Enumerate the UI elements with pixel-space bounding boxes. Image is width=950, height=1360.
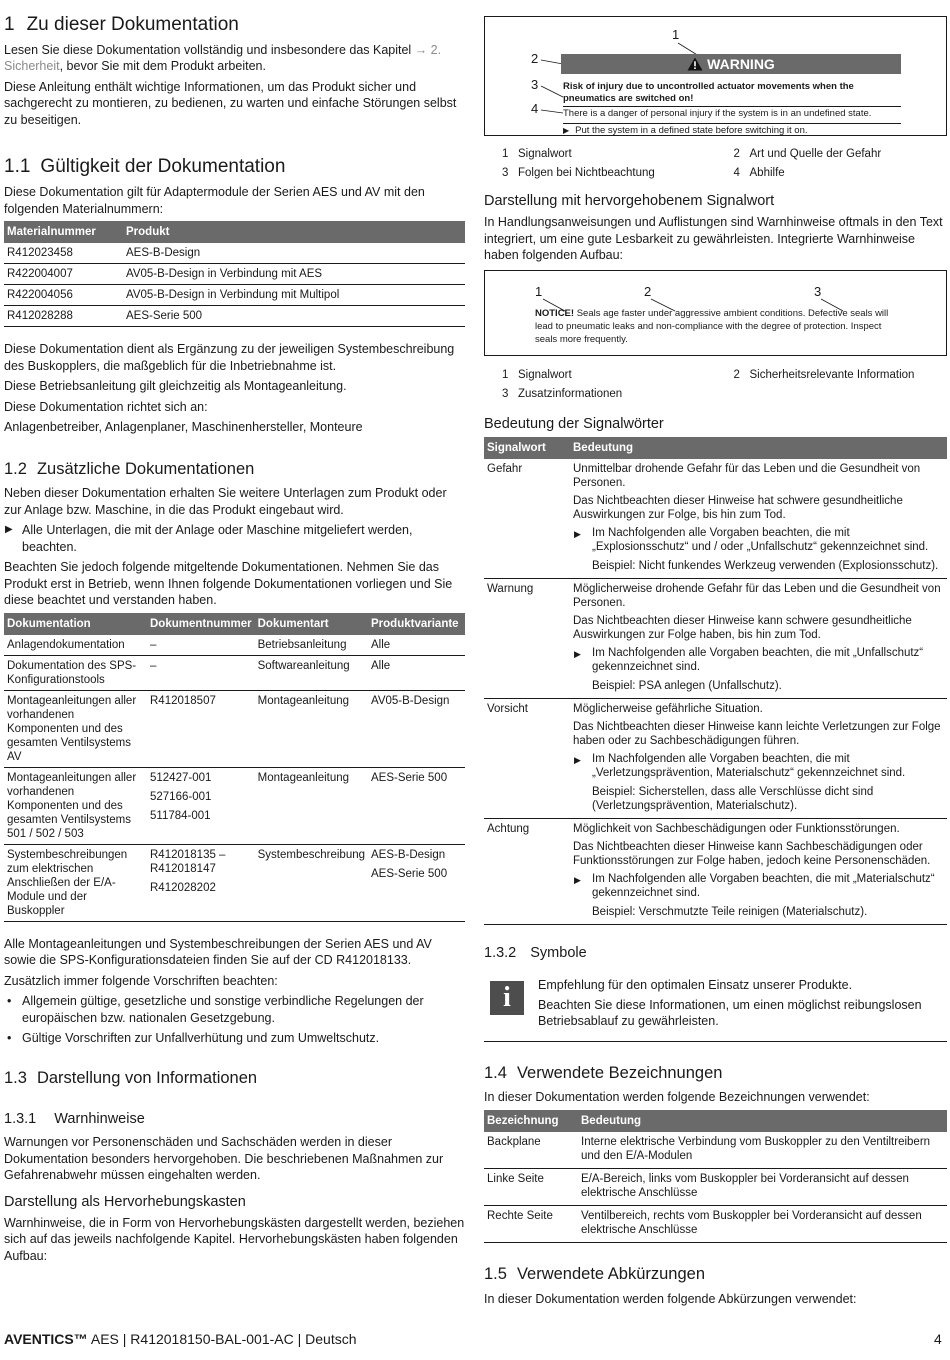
section-1-2-para-4: Zusätzlich immer folgende Vorschriften beachten: bbox=[4, 973, 278, 988]
document-number: R412018507 bbox=[150, 694, 216, 707]
legend-item: 1 Signalwort bbox=[502, 368, 572, 381]
table-cell: Betriebsanleitung bbox=[255, 635, 368, 656]
table-cell: R422004056 bbox=[4, 285, 123, 306]
table-cell bbox=[368, 655, 465, 690]
product-variant: AES-Serie 500 bbox=[371, 771, 448, 784]
signalword-cell: Vorsicht bbox=[484, 699, 570, 819]
signalword-table bbox=[484, 437, 947, 925]
list-item: • Allgemein gültige, gesetzliche und sonstige verbindliche Regelungen der europäischen bzw. nationalen Gesetzgebung. bbox=[7, 994, 424, 1025]
symbol-para-2: Beachten Sie diese Informationen, um einen möglichst reibungslosen Betriebsablauf zu gewährleisten. bbox=[538, 997, 922, 1029]
signalword-cell: Gefahr bbox=[484, 459, 570, 579]
table-cell: Rechte Seite bbox=[484, 1205, 578, 1242]
table-cell bbox=[368, 635, 465, 656]
table-row bbox=[484, 1205, 947, 1242]
legend-item: 2 Art und Quelle der Gefahr bbox=[733, 148, 882, 160]
warning-header-bar: WARNING bbox=[561, 54, 901, 74]
section-1-1-para-3: Diese Dokumentation richtet sich an: bbox=[4, 399, 208, 414]
notice-text: NOTICE! Seals age faster under aggressive ambient conditions. Defective seals will lead to pneumatic leaks and non-compliance with the degree of protection. Inspect seals more frequently. bbox=[535, 307, 889, 345]
warning-legend bbox=[484, 145, 947, 183]
section-1-heading: 1 Zu dieser Dokumentation bbox=[4, 14, 239, 35]
table-header: Bedeutung bbox=[578, 1110, 947, 1132]
meaning-cell bbox=[570, 819, 947, 925]
table-header: Signalwort bbox=[484, 437, 570, 459]
document-number: 512427-001 bbox=[150, 771, 212, 784]
instruction-text: Im Nachfolgenden alle Vorgaben beachten, die mit „Unfallschutz“ gekennzeichnet sind. bbox=[592, 647, 924, 674]
section-1-3-2-heading: 1.3.2 Symbole bbox=[484, 945, 587, 962]
callout-1: 1 bbox=[672, 27, 680, 42]
triangle-bullet-icon: ▶ bbox=[574, 529, 581, 540]
section-1-2-para-2: Beachten Sie jedoch folgende mitgeltende Dokumentationen. Nehmen Sie das Produkt erst in Betrieb, wenn Ihnen folgende Dokumentationen vorliegen und Sie diese beachtet und verstanden haben. bbox=[4, 560, 453, 608]
table-header: Produkt bbox=[123, 221, 465, 243]
table-cell bbox=[147, 690, 255, 767]
subheading-highlight-box: Darstellung als Hervorhebungskasten bbox=[4, 1193, 246, 1210]
table-row bbox=[484, 459, 947, 579]
legend-item: 2 Sicherheitsrelevante Information bbox=[733, 368, 915, 381]
table-row bbox=[484, 699, 947, 819]
section-1-3-1-para-2: Warnhinweise, die in Form von Hervorhebungskästen dargestellt werden, beziehen sich auf das jeweils nachfolgende Kapitel. Hervorhebungskästen haben folgenden Aufbau: bbox=[4, 1215, 465, 1263]
table-cell bbox=[368, 844, 465, 921]
section-1-3-heading: 1.3 Darstellung von Informationen bbox=[4, 1068, 258, 1087]
symbol-info-box bbox=[484, 969, 947, 1042]
meaning-text: Möglicherweise drohende Gefahr für das Leben und die Gesundheit von Personen. bbox=[573, 583, 941, 610]
triangle-bullet-icon: ▶ bbox=[574, 875, 581, 886]
instruction-text: Im Nachfolgenden alle Vorgaben beachten, die mit „Explosionsschutz“ und / oder „Unfallschutz“ gekennzeichnet sind. bbox=[592, 527, 929, 554]
instruction-text: Im Nachfolgenden alle Vorgaben beachten, die mit „Verletzungsprävention, Materialschutz“ gekennzeichnet sind. bbox=[592, 753, 906, 780]
table-row bbox=[4, 306, 465, 327]
callout-3: 3 bbox=[531, 77, 539, 92]
table-cell: Softwareanleitung bbox=[255, 655, 368, 690]
symbol-para-1: Empfehlung für den optimalen Einsatz unserer Produkte. bbox=[538, 977, 853, 992]
table-header: Bezeichnung bbox=[484, 1110, 578, 1132]
callout-2: 2 bbox=[531, 51, 539, 66]
section-1-1-para-4: Anlagenbetreiber, Anlagenplaner, Maschinenhersteller, Monteure bbox=[4, 420, 363, 435]
table-cell: Montageanleitung bbox=[255, 767, 368, 844]
warning-line-3: ▶ Put the system in a defined state before switching it on. bbox=[563, 123, 901, 137]
table-header: Materialnummer bbox=[4, 221, 123, 243]
meaning-text: Möglicherweise gefährliche Situation. bbox=[573, 703, 763, 716]
triangle-bullet-icon: ▶ bbox=[574, 649, 581, 660]
table-row bbox=[4, 635, 465, 656]
table-cell: AES-Serie 500 bbox=[123, 306, 465, 327]
document-number: R412028202 bbox=[150, 881, 216, 894]
table-cell: E/A-Bereich, links vom Buskoppler bei Vorderansicht auf dessen elektrische Anschlüsse bbox=[578, 1168, 947, 1205]
list-item bbox=[573, 872, 944, 919]
list-item: • Gültige Vorschriften zur Unfallverhütung und zum Umweltschutz. bbox=[7, 1031, 380, 1046]
table-header: Bedeutung bbox=[570, 437, 947, 459]
section-1-2-para-1: Neben dieser Dokumentation erhalten Sie weitere Unterlagen zum Produkt oder zur Anlage bzw. Maschine, in die das Produkt eingebaut wird. bbox=[4, 486, 447, 517]
table-cell: Systembeschreibung bbox=[255, 844, 368, 921]
meaning-text: Unmittelbar drohende Gefahr für das Leben und die Gesundheit von Personen. bbox=[573, 463, 921, 490]
triangle-bullet-icon: ▶ bbox=[563, 126, 570, 135]
section-1-2-para-3: Alle Montageanleitungen und Systembeschreibungen der Serien AES und AV sowie die SPS-Konfigurationsdateien finden Sie auf der CD R412018133. bbox=[4, 936, 432, 968]
table-cell: Anlagendokumentation bbox=[4, 635, 147, 656]
legend-item: 1 Signalwort bbox=[502, 148, 572, 160]
callout-3: 3 bbox=[814, 283, 822, 299]
callout-4: 4 bbox=[531, 101, 539, 116]
table-cell: R412028288 bbox=[4, 306, 123, 327]
subheading-signalword-meaning: Bedeutung der Signalwörter bbox=[484, 415, 664, 432]
example-text: Beispiel: PSA anlegen (Unfallschutz). bbox=[592, 680, 782, 693]
document-number: – bbox=[150, 659, 157, 672]
table-row bbox=[4, 285, 465, 306]
bullet-dot-icon: • bbox=[7, 994, 12, 1009]
document-number: 511784-001 bbox=[150, 809, 211, 822]
product-variant: Alle bbox=[371, 638, 391, 651]
section-1-4-heading: 1.4 Verwendete Bezeichnungen bbox=[484, 1063, 723, 1082]
table-cell: Systembeschreibungen zum elektrischen Anschließen der E/A-Module und der Buskoppler bbox=[4, 844, 147, 921]
section-1-para-1: Lesen Sie diese Dokumentation vollständig und insbesondere das Kapitel → 2. Sicherheit, bevor Sie mit dem Produkt arbeiten. bbox=[4, 42, 442, 74]
meaning-text: Das Nichtbeachten dieser Hinweise kann Sachbeschädigungen oder Funktionsstörungen zur Folge haben, jedoch keine Personenschäden. bbox=[573, 841, 931, 868]
table-header: Produktvariante bbox=[368, 613, 465, 635]
table-cell: Linke Seite bbox=[484, 1168, 578, 1205]
right-para-1: In Handlungsanweisungen und Auflistungen sind Warnhinweise oftmals in den Text integriert, um eine gute Lesbarkeit zu gewährleisten. Integrierte Warnhinweise haben folgenden Aufbau: bbox=[484, 215, 943, 263]
section-1-1-para-1: Diese Dokumentation dient als Ergänzung zu der jeweiligen Systembeschreibung des Buskopplers, die maßgeblich für die Inbetriebnahme ist. bbox=[4, 342, 455, 373]
right-column bbox=[484, 14, 947, 1311]
callout-1: 1 bbox=[535, 283, 543, 299]
table-cell: AES-B-Design bbox=[123, 243, 465, 264]
triangle-bullet-icon: ▶ bbox=[5, 524, 13, 536]
warning-example-box bbox=[484, 16, 947, 136]
table-row bbox=[484, 1168, 947, 1205]
table-row bbox=[484, 819, 947, 925]
product-variant: AES-B-Design bbox=[371, 848, 446, 861]
table-cell: Interne elektrische Verbindung vom Buskoppler zu den Ventiltreibern und den E/A-Modulen bbox=[578, 1132, 947, 1169]
signalword-cell: Achtung bbox=[484, 819, 570, 925]
meaning-cell bbox=[570, 459, 947, 579]
table-cell bbox=[368, 690, 465, 767]
meaning-cell bbox=[570, 699, 947, 819]
instruction-text: Im Nachfolgenden alle Vorgaben beachten, die mit „Materialschutz“ gekennzeichnet sind. bbox=[592, 873, 935, 900]
example-text: Beispiel: Verschmutzte Teile reinigen (Materialschutz). bbox=[592, 906, 868, 919]
subheading-signalword: Darstellung mit hervorgehobenem Signalwort bbox=[484, 193, 775, 209]
product-variant: Alle bbox=[371, 659, 391, 672]
section-1-4-intro: In dieser Dokumentation werden folgende Bezeichnungen verwendet: bbox=[484, 1090, 870, 1105]
document-number: – bbox=[150, 638, 157, 651]
section-1-3-1-para-1: Warnungen vor Personenschäden und Sachschäden werden in dieser Dokumentation besonders hervorgehoben. Die beschriebenen Maßnahmen zur Gefahrenabwehr müssen eingehalten werden. bbox=[4, 1135, 444, 1183]
table-row bbox=[4, 767, 465, 844]
table-row bbox=[4, 243, 465, 264]
section-1-para-2: Diese Anleitung enthält wichtige Informationen, um das Produkt sicher und sachgerecht zu montieren, zu bedienen, zu warten und einfache Störungen selbst zu beseitigen. bbox=[4, 79, 457, 127]
table-cell bbox=[147, 655, 255, 690]
section-1-3-1-heading: 1.3.1 Warnhinweise bbox=[4, 1110, 145, 1127]
notice-example-box bbox=[484, 270, 947, 356]
product-variant: AES-Serie 500 bbox=[371, 867, 448, 880]
legend-item: 4 Abhilfe bbox=[733, 167, 785, 179]
table-cell: Backplane bbox=[484, 1132, 578, 1169]
list-item bbox=[573, 526, 944, 573]
documentation-table bbox=[4, 613, 465, 922]
table-cell: Montageanleitung bbox=[255, 690, 368, 767]
footer-brand: AVENTICS™ bbox=[4, 1331, 88, 1347]
document-number: 527166-001 bbox=[150, 790, 212, 803]
list-item: ▶ Alle Unterlagen, die mit der Anlage oder Maschine mitgeliefert werden, beachten. bbox=[5, 523, 413, 554]
table-cell bbox=[147, 844, 255, 921]
section-1-5-intro: In dieser Dokumentation werden folgende Abkürzungen verwendet: bbox=[484, 1291, 857, 1306]
page-footer bbox=[4, 1331, 357, 1347]
callout-2: 2 bbox=[644, 283, 652, 299]
table-cell: Dokumentation des SPS-Konfigurationstools bbox=[4, 655, 147, 690]
bullet-dot-icon: • bbox=[7, 1031, 12, 1046]
table-cell bbox=[147, 635, 255, 656]
example-text: Beispiel: Nicht funkendes Werkzeug verwenden (Explosionsschutz). bbox=[592, 560, 939, 573]
table-row bbox=[4, 264, 465, 285]
footer-document-id: AES | R412018150-BAL-001-AC | Deutsch bbox=[87, 1331, 357, 1347]
table-cell: R412023458 bbox=[4, 243, 123, 264]
legend-item: 3 Zusatzinformationen bbox=[502, 387, 623, 400]
table-row bbox=[484, 579, 947, 699]
section-1-5-heading: 1.5 Verwendete Abkürzungen bbox=[484, 1264, 705, 1283]
product-variant: AV05-B-Design bbox=[371, 694, 450, 707]
info-icon: i bbox=[490, 981, 524, 1015]
material-table bbox=[4, 221, 465, 327]
notice-legend bbox=[484, 366, 947, 404]
meaning-text: Das Nichtbeachten dieser Hinweise hat schwere gesundheitliche Auswirkungen zur Folge, bis hin zum Tod. bbox=[573, 495, 903, 522]
list-item bbox=[573, 752, 944, 813]
page-number: 4 bbox=[934, 1331, 942, 1347]
table-cell: Ventilbereich, rechts vom Buskoppler bei Vorderansicht auf dessen elektrische Anschlüsse bbox=[578, 1205, 947, 1242]
table-cell: Montageanleitungen aller vorhandenen Komponenten und des gesamten Ventilsystems 501 / 502 / 503 bbox=[4, 767, 147, 844]
section-1-1-para-2: Diese Betriebsanleitung gilt gleichzeitig als Montageanleitung. bbox=[4, 379, 347, 394]
table-cell: R422004007 bbox=[4, 264, 123, 285]
terms-table bbox=[484, 1110, 947, 1243]
section-1-2-heading: 1.2 Zusätzliche Dokumentationen bbox=[4, 459, 255, 478]
triangle-bullet-icon: ▶ bbox=[574, 755, 581, 766]
meaning-text: Das Nichtbeachten dieser Hinweise kann schwere gesundheitliche Auswirkungen zur Folge haben, bis hin zum Tod. bbox=[573, 615, 912, 642]
table-cell: Montageanleitungen aller vorhandenen Komponenten und des gesamten Ventilsystems AV bbox=[4, 690, 147, 767]
document-number: R412018135 – R412018147 bbox=[150, 848, 226, 875]
table-cell: AV05-B-Design in Verbindung mit Multipol bbox=[123, 285, 465, 306]
table-cell bbox=[368, 767, 465, 844]
signalword-cell: Warnung bbox=[484, 579, 570, 699]
table-header: Dokumentart bbox=[255, 613, 368, 635]
safety-chapter-link[interactable]: → 2. Sicherheit bbox=[4, 42, 442, 74]
table-header: Dokumentation bbox=[4, 613, 147, 635]
table-header: Dokumentnummer bbox=[147, 613, 255, 635]
warning-line-1: Risk of injury due to uncontrolled actuator movements when the pneumatics are switched on! bbox=[563, 81, 901, 107]
table-row bbox=[4, 844, 465, 921]
table-row bbox=[484, 1132, 947, 1169]
legend-item: 3 Folgen bei Nichtbeachtung bbox=[502, 167, 655, 179]
table-row bbox=[4, 690, 465, 767]
left-column bbox=[4, 14, 465, 1268]
meaning-text: Möglichkeit von Sachbeschädigungen oder Funktionsstörungen. bbox=[573, 823, 900, 836]
table-cell: AV05-B-Design in Verbindung mit AES bbox=[123, 264, 465, 285]
list-item bbox=[573, 646, 944, 693]
example-text: Beispiel: Sicherstellen, dass alle Verschlüsse dicht sind (Verletzungsprävention, Materialschutz). bbox=[592, 786, 874, 813]
warning-line-2: There is a danger of personal injury if the system is in an undefined state. bbox=[563, 108, 872, 119]
notice-signalword: NOTICE! bbox=[535, 307, 575, 319]
warning-triangle-icon bbox=[687, 56, 703, 76]
meaning-text: Das Nichtbeachten dieser Hinweise kann leichte Verletzungen zur Folge haben oder zu Sachbeschädigungen führen. bbox=[573, 721, 941, 748]
meaning-cell bbox=[570, 579, 947, 699]
section-1-1-intro: Diese Dokumentation gilt für Adaptermodule der Serien AES und AV mit den folgenden Materialnummern: bbox=[4, 185, 425, 216]
table-row bbox=[4, 655, 465, 690]
table-cell bbox=[147, 767, 255, 844]
section-1-1-heading: 1.1 Gültigkeit der Dokumentation bbox=[4, 156, 286, 178]
